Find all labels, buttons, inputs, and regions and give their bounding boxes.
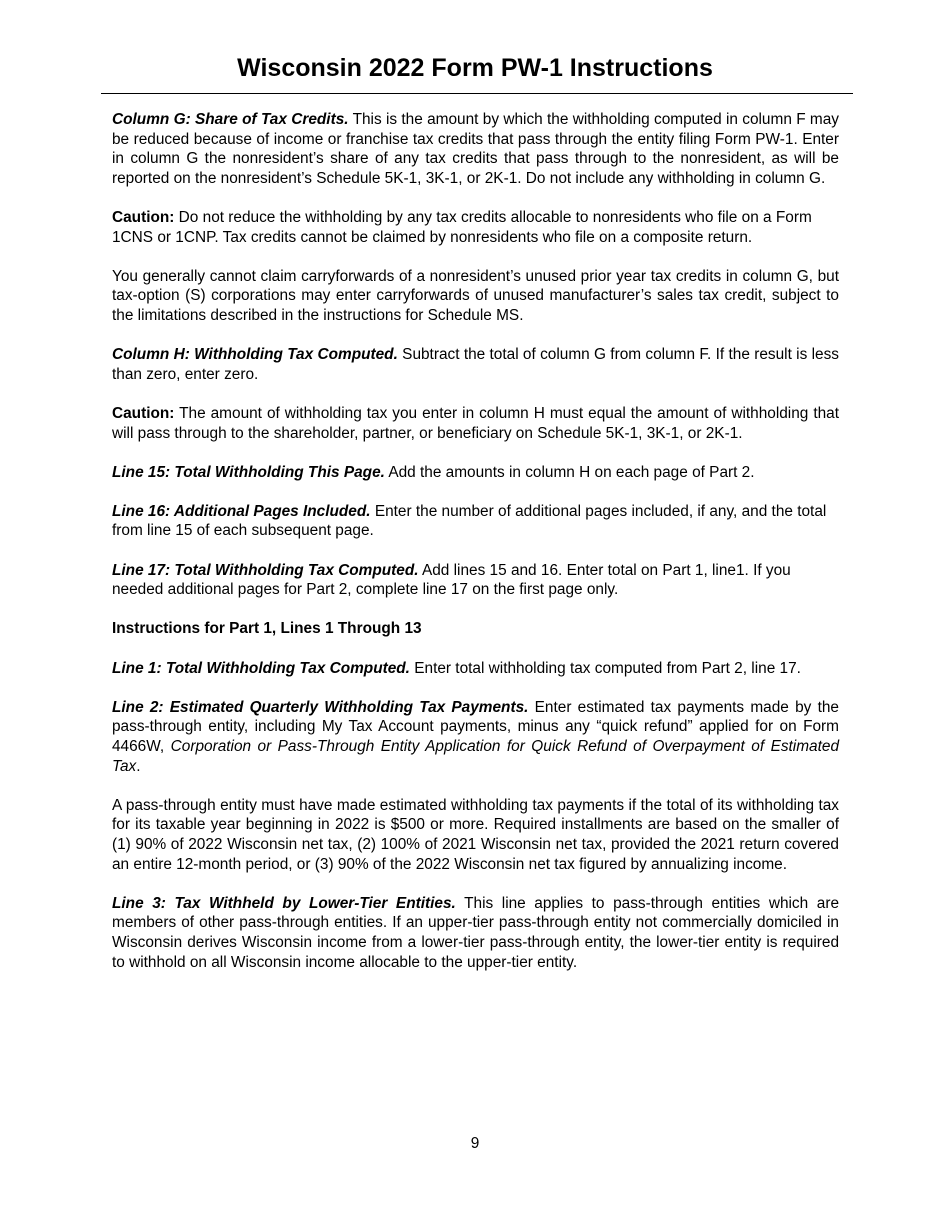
- paragraph-column-h: [112, 345, 839, 384]
- paragraph-lead: Line 3: Tax Withheld by Lower-Tier Entities.: [112, 894, 456, 912]
- paragraph-text: Enter total withholding tax computed from Part 2, line 17.: [409, 659, 801, 677]
- page-title: Wisconsin 2022 Form PW-1 Instructions: [237, 54, 713, 82]
- paragraph-text: Do not reduce the withholding by any tax credits allocable to nonresidents who file on a Form 1CNS or 1CNP. Tax credits cannot be claimed by nonresidents who file on a composite return.: [112, 208, 812, 246]
- paragraph-text: Add the amounts in column H on each page of Part 2.: [384, 463, 755, 481]
- paragraph-line-15: [112, 463, 839, 483]
- paragraph-estimated-payments: [112, 796, 839, 874]
- paragraph-caution-credits: [112, 208, 839, 247]
- paragraph-carryforwards: [112, 267, 839, 326]
- section-heading-part-1: Instructions for Part 1, Lines 1 Through 13: [112, 620, 422, 638]
- paragraph-text: Subtract the total of column G from column F. If the result is less than zero, enter zero.: [112, 346, 839, 383]
- paragraph-text: This line applies to pass-through entities which are members of other pass-through entities. If an upper-tier pass-through entity not commercially domiciled in Wisconsin derives Wisconsin income from a lower-tier pass-through entity, the lower-tier entity is required to withhold on all Wisconsin income allocable to the upper-tier entity.: [112, 894, 840, 971]
- paragraph-lead: Caution:: [112, 208, 175, 226]
- paragraph-caution-column-h: [112, 404, 839, 443]
- paragraph-tail: .: [136, 757, 141, 775]
- paragraph-line-17: [112, 561, 839, 600]
- paragraph-line-1: [112, 659, 839, 679]
- paragraph-text: The amount of withholding tax you enter in column H must equal the amount of withholding that will pass through to the shareholder, partner, or beneficiary on Schedule 5K-1, 3K-1, or 2K-1.: [112, 404, 839, 442]
- paragraph-column-g: [112, 110, 839, 188]
- paragraph-text: You generally cannot claim carryforwards of a nonresident’s unused prior year tax credits in column G, but tax-option (S) corporations may enter carryforwards of unused manufacturer’s sales tax credit, subject to the limitations described in the instructions for Schedule MS.: [112, 267, 839, 324]
- paragraph-text: This is the amount by which the withholding computed in column F may be reduced because of income or franchise tax credits that pass through the entity filing Form PW-1. Enter in column G the nonresident’s share of any tax credits that pass through to the nonresident, as will be reported on the nonresident’s Schedule 5K-1, 3K-1, or 2K-1. Do not include any withholding in column G.: [112, 111, 839, 187]
- paragraph-text: A pass-through entity must have made estimated withholding tax payments if the total of its withholding tax for its taxable year beginning in 2022 is $500 or more. Required installments are based on the smaller of (1) 90% of 2022 Wisconsin net tax, (2) 100% of 2021 Wisconsin net tax, provided the 2021 return covered an entire 12-month period, or (3) 90% of the 2022 Wisconsin net tax figured by annualizing income.: [112, 796, 839, 873]
- paragraph-lead: Line 16: Additional Pages Included.: [112, 502, 371, 520]
- paragraph-text: Enter estimated tax payments made by the pass-through entity, including My Tax Account payments, minus any “quick refund” applied for on Form 4466W,: [112, 698, 839, 755]
- paragraph-line-2: [112, 698, 839, 776]
- instructions-body: [112, 110, 839, 992]
- paragraph-line-3: [112, 894, 839, 972]
- paragraph-lead: Line 2: Estimated Quarterly Withholding Tax Payments.: [112, 698, 529, 716]
- paragraph-lead: Line 1: Total Withholding Tax Computed.: [112, 659, 410, 677]
- paragraph-lead: Line 15: Total Withholding This Page.: [112, 463, 385, 481]
- paragraph-line-16: [112, 502, 839, 541]
- paragraph-lead: Column H: Withholding Tax Computed.: [112, 346, 398, 364]
- paragraph-text: Enter the number of additional pages included, if any, and the total from line 15 of each subsequent page.: [112, 502, 827, 540]
- paragraph-lead: Caution:: [112, 404, 175, 422]
- form-title-italic: Corporation or Pass-Through Entity Application for Quick Refund of Overpayment of Estimated Tax: [112, 738, 840, 775]
- paragraph-lead: Column G: Share of Tax Credits.: [112, 111, 349, 128]
- header-divider: [101, 93, 853, 94]
- paragraph-text: Add lines 15 and 16. Enter total on Part 1, line1. If you needed additional pages for Part 2, complete line 17 on the first page only.: [112, 561, 791, 599]
- paragraph-lead: Line 17: Total Withholding Tax Computed.: [112, 561, 419, 579]
- page-number: 9: [470, 1135, 480, 1152]
